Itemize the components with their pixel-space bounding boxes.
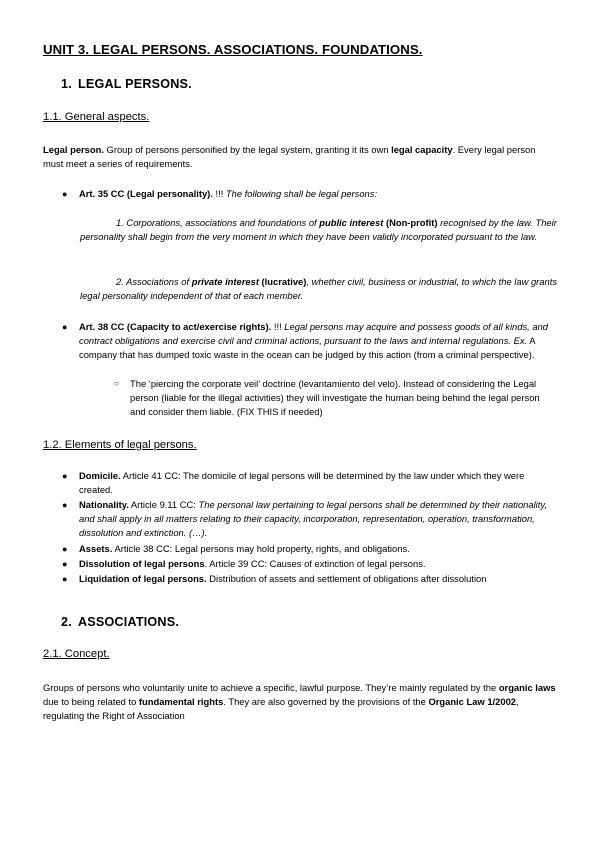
definition-text: Group of persons personified by the legal system, granting it its own — [103, 144, 392, 155]
bullet-dot: ● — [62, 189, 68, 199]
concept-text-3: . They are also governed by the provisions of the — [223, 696, 429, 707]
liquidation-label: Liquidation of legal persons. — [79, 573, 207, 584]
subsection-1-2-heading: 1.2. Elements of legal persons. — [43, 439, 197, 451]
art-35-text: The following shall be legal persons: — [225, 188, 378, 199]
concept-text-4: , regulating the Right of Association — [43, 696, 519, 721]
dissolution-text: . Article 39 CC: Causes of extinction of legal persons. — [204, 558, 426, 569]
section-2-heading — [61, 615, 179, 629]
bullet-dot: ● — [62, 322, 68, 332]
section-2-number: 2. — [61, 615, 72, 629]
item-1-text-end: recognised by the law. Their personality shall begin from the very moment in which they have been validly incorporated pursuant to the law. — [80, 217, 557, 242]
public-interest-term: public interest — [319, 217, 384, 228]
section-2-title: ASSOCIATIONS. — [78, 615, 180, 629]
item-2-text: 2. Associations of — [116, 276, 192, 287]
bullet-dot: ● — [62, 544, 68, 554]
veil-doctrine-text: The ‘piercing the corporate veil’ doctrine (levantamiento del velo). Instead of considering the Legal person (liable for the illegal activities) they will investigate the human being behind the legal person and consider them liable. (FIX THIS if needed) — [130, 378, 540, 417]
organic-laws-term: organic laws — [498, 682, 556, 693]
art-35-item-2 — [80, 275, 558, 303]
art-35-item-1 — [80, 216, 558, 244]
nationality-label: Nationality. — [79, 499, 129, 510]
assets-text: Article 38 CC: Legal persons may hold property, rights, and obligations. — [112, 543, 410, 554]
nationality-text: Article 9.11 CC: — [128, 499, 199, 510]
legal-person-definition — [43, 143, 558, 171]
concept-text-2: due to being related to — [43, 696, 139, 707]
associations-concept-paragraph — [43, 681, 558, 723]
attention-marks: !!! — [212, 188, 226, 199]
section-1-number: 1. — [61, 77, 72, 91]
definition-text-end: . Every legal person must meet a series of requirements. — [43, 144, 536, 169]
concept-text: Groups of persons who voluntarily unite to achieve a specific, lawful purpose. They’re mainly regulated by the — [43, 682, 499, 693]
art-38-label: Art. 38 CC (Capacity to act/exercise rights). — [79, 321, 272, 332]
bullet-dot: ● — [62, 471, 68, 481]
sub-bullet-circle: ○ — [114, 379, 119, 388]
item-2-text-end: , whether civil, business or industrial, to which the law grants legal personality independent of that of each member. — [80, 276, 558, 301]
item-1-text: 1. Corporations, associations and foundations of — [116, 217, 320, 228]
art-35-label: Art. 35 CC (Legal personality). — [79, 188, 213, 199]
document-title: UNIT 3. LEGAL PERSONS. ASSOCIATIONS. FOUNDATIONS. — [43, 42, 423, 57]
domicile-text: Article 41 CC: The domicile of legal persons will be determined by the law under which they were created. — [79, 470, 525, 495]
bullet-dot: ● — [62, 500, 68, 510]
dissolution-label: Dissolution of legal persons — [79, 558, 205, 569]
subsection-1-1-heading: 1.1. General aspects. — [43, 111, 150, 123]
assets-label: Assets. — [79, 543, 113, 554]
organic-law-term: Organic Law 1/2002 — [428, 696, 516, 707]
nationality-quote: The personal law pertaining to legal persons shall be determined by their nationality, and shall apply in all matters relating to their capacity, incorporation, representation, operation, transformation, dissolution and extinction. (…). — [79, 499, 547, 538]
section-1-title: LEGAL PERSONS. — [78, 77, 192, 91]
attention-marks: !!! — [271, 321, 285, 332]
non-profit-term: (Non-profit) — [383, 217, 438, 228]
lucrative-term: (lucrative) — [258, 276, 307, 287]
liquidation-text: Distribution of assets and settlement of obligations after dissolution — [206, 573, 487, 584]
art-38-text: Legal persons may acquire and possess goods of all kinds, and contract obligations and exercise civil and criminal actions, pursuant to the laws and internal regulations. Ex. — [79, 321, 549, 346]
bullet-dot: ● — [62, 574, 68, 584]
private-interest-term: private interest — [191, 276, 259, 287]
legal-person-term: Legal person. — [43, 144, 104, 155]
domicile-label: Domicile. — [79, 470, 121, 481]
art-38-example: A company that has dumped toxic waste in the ocean can be judged by this action (from a criminal perspective). — [79, 335, 535, 360]
subsection-2-1-heading: 2.1. Concept. — [43, 648, 110, 660]
section-1-heading — [61, 77, 192, 91]
bullet-dot: ● — [62, 559, 68, 569]
legal-capacity-term: legal capacity — [391, 144, 453, 155]
fundamental-rights-term: fundamental rights — [138, 696, 224, 707]
